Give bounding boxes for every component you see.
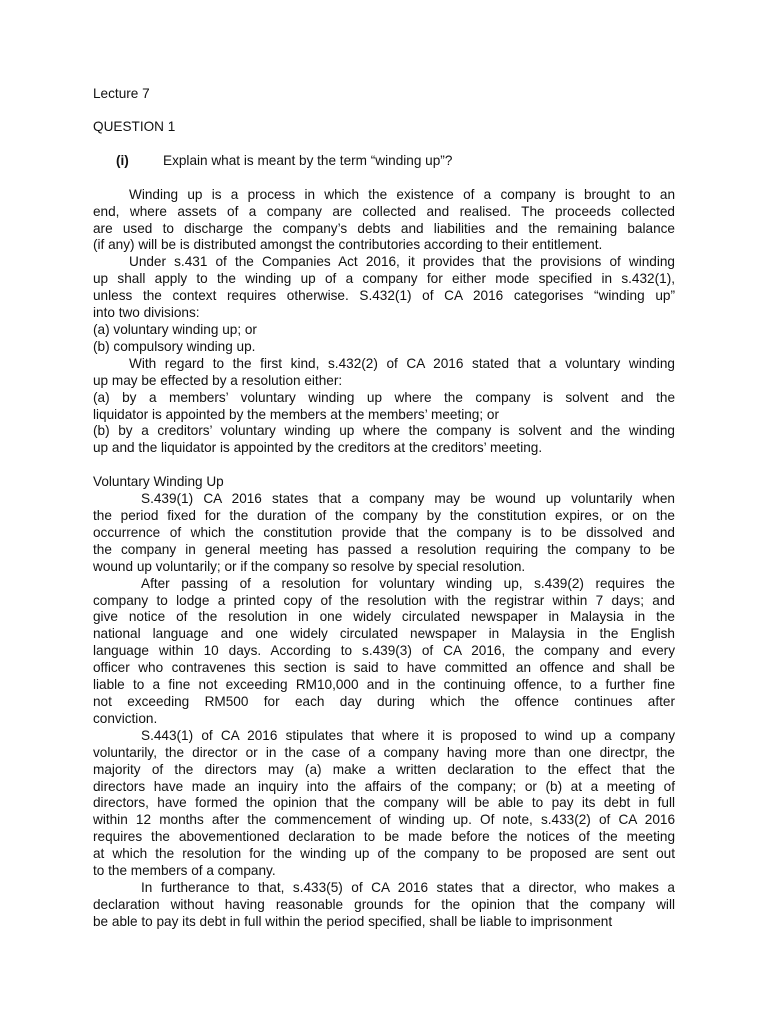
sub-question	[116, 153, 675, 170]
paragraph-line: up may be effected by a resolution either:	[93, 372, 343, 388]
paragraph	[93, 390, 675, 424]
paragraph-line: within 12 months after the commencement of winding up. Of note, s.433(2) of CA 2016	[93, 812, 675, 828]
paragraph-line: give notice of the resolution in one widely circulated newspaper in Malaysia in the	[93, 609, 675, 625]
paragraph-line: language within 10 days. According to s.439(3) of CA 2016, the company and every	[93, 643, 675, 659]
paragraph-line: at which the resolution for the winding up of the company to be proposed are sent out	[93, 846, 675, 862]
paragraph-line: liable to a fine not exceeding RM10,000 and in the continuing offence, to a further fine	[93, 677, 675, 693]
document-page	[93, 86, 675, 931]
paragraph-line: occurrence of which the constitution provide that the company is to be dissolved and	[93, 524, 675, 540]
paragraph-line: unless the context requires otherwise. S.432(1) of CA 2016 categorises “winding up”	[93, 288, 675, 304]
paragraph-line: the company in general meeting has passed a resolution requiring the company to be	[93, 541, 675, 557]
paragraph-line: up shall apply to the winding up of a company for either mode specified in s.432(1),	[93, 271, 675, 287]
paragraph-line: end, where assets of a company are collected and realised. The proceeds collected	[93, 203, 675, 219]
answer-body	[93, 187, 675, 458]
paragraph-line: (a) by a members’ voluntary winding up where the company is solvent and the	[93, 389, 675, 405]
paragraph-line: Winding up is a process in which the existence of a company is brought to an	[129, 186, 675, 202]
paragraph	[93, 322, 675, 339]
paragraph-line: After passing of a resolution for voluntary winding up, s.439(2) requires the	[141, 575, 675, 591]
paragraph-line: (a) voluntary winding up; or	[93, 321, 257, 337]
paragraph-line: to the members of a company.	[93, 863, 276, 879]
section-gap	[93, 457, 675, 474]
paragraph-line: up and the liquidator is appointed by the creditors at the creditors’ meeting.	[93, 440, 543, 456]
paragraph-line: In furtherance to that, s.433(5) of CA 2016 states that a director, who makes a	[141, 879, 675, 895]
lecture-title: Lecture 7	[93, 86, 150, 101]
paragraph-line: majority of the directors may (a) make a written declaration to the effect that the	[93, 761, 675, 777]
paragraph	[93, 880, 675, 931]
paragraph	[93, 254, 675, 322]
paragraph-line: national language and one widely circulated newspaper in Malaysia in the English	[93, 626, 675, 642]
paragraph-line: liquidator is appointed by the members at the members’ meeting; or	[93, 406, 500, 422]
paragraph-line: Under s.431 of the Companies Act 2016, it provides that the provisions of winding	[129, 254, 675, 270]
paragraph	[93, 187, 675, 255]
paragraph	[93, 728, 675, 880]
question-heading: QUESTION 1	[93, 118, 176, 134]
paragraph-line: declaration without having reasonable grounds for the opinion that the company will	[93, 896, 675, 912]
paragraph-line: S.439(1) CA 2016 states that a company may be wound up voluntarily when	[141, 491, 675, 507]
section-body	[93, 491, 675, 931]
paragraph-line: directors have made an inquiry into the affairs of the company; or (b) at a meeting of	[93, 778, 675, 794]
paragraph-line: not exceeding RM500 for each day during which the offence continues after	[93, 694, 675, 709]
paragraph-line: wound up voluntarily; or if the company so resolve by special resolution.	[93, 558, 526, 574]
paragraph-line: (b) by a creditors’ voluntary winding up where the company is solvent and the winding	[93, 423, 675, 439]
paragraph	[93, 576, 675, 728]
section-heading: Voluntary Winding Up	[93, 474, 224, 490]
paragraph-line: (b) compulsory winding up.	[93, 338, 256, 354]
paragraph-line: conviction.	[93, 710, 158, 726]
paragraph	[93, 491, 675, 576]
paragraph-line: company to lodge a printed copy of the resolution with the registrar within 7 days; and	[93, 592, 675, 608]
paragraph-line: directors, have formed the opinion that the company will be able to pay its debt in full	[93, 795, 675, 811]
paragraph	[93, 423, 675, 457]
paragraph-line: S.443(1) of CA 2016 stipulates that where it is proposed to wind up a company	[141, 727, 675, 743]
paragraph	[93, 356, 675, 390]
paragraph	[93, 339, 675, 356]
paragraph-line: (if any) will be is distributed amongst the contributories according to their entitlement.	[93, 237, 603, 253]
paragraph-line: With regard to the first kind, s.432(2) of CA 2016 stated that a voluntary winding	[129, 355, 675, 371]
paragraph-line: requires the abovementioned declaration to be made before the notices of the meeting	[93, 829, 675, 845]
paragraph-line: voluntarily, the director or in the case of a company having more than one directpr, the	[93, 744, 675, 760]
paragraph-line: the period fixed for the duration of the company by the constitution expires, or on the	[93, 508, 675, 524]
paragraph-line: into two divisions:	[93, 305, 200, 321]
paragraph-line: be able to pay its debt in full within the period specified, shall be liable to imprisonment	[93, 913, 613, 929]
sub-question-text: Explain what is meant by the term “winding up”?	[163, 152, 453, 168]
sub-question-number: (i)	[116, 152, 129, 168]
paragraph-line: are used to discharge the company’s debts and liabilities and the remaining balance	[93, 220, 675, 236]
paragraph-line: officer who contravenes this section is said to have committed an offence and shall be	[93, 660, 675, 676]
